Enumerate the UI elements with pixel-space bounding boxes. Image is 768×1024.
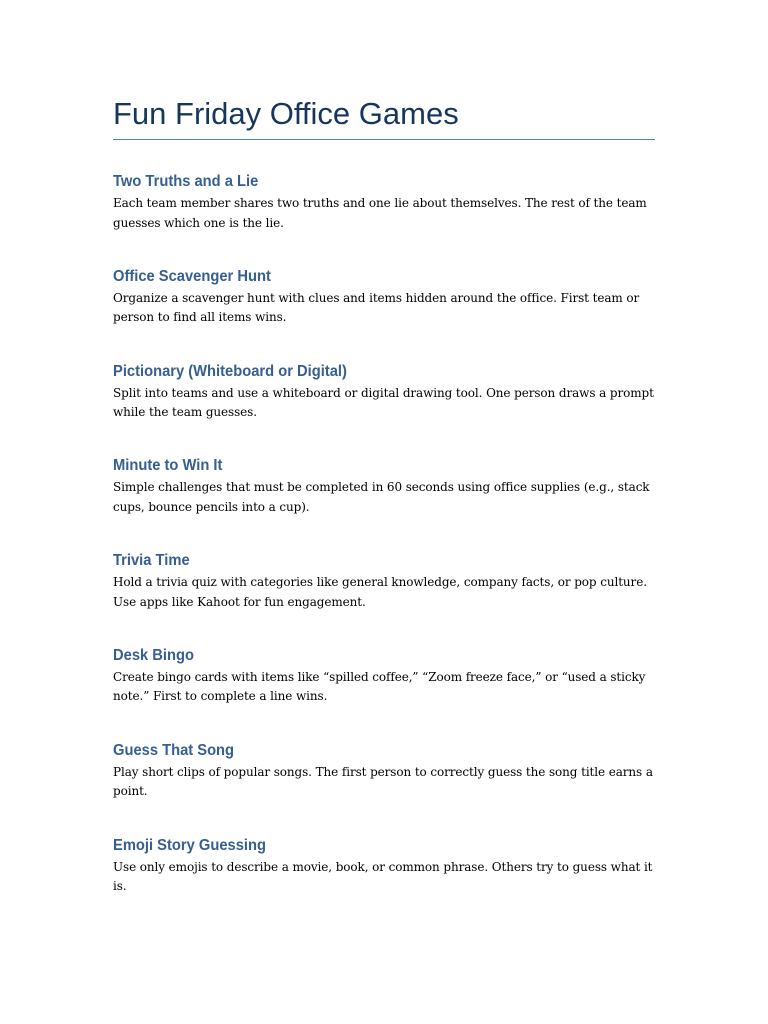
game-description: Play short clips of popular songs. The first person to correctly guess the song title earns a point. [113,764,653,799]
game-heading: Minute to Win It [113,457,223,475]
game-description: Hold a trivia quiz with categories like general knowledge, company facts, or pop culture. Use apps like Kahoot for fun engagement. [113,575,647,609]
game-description: Create bingo cards with items like “spilled coffee,” “Zoom freeze face,” or “used a sticky note.” First to complete a line wins. [113,669,646,704]
game-description: Use only emojis to describe a movie, book, or common phrase. Others try to guess what it is. [113,859,653,894]
game-description: Each team member shares two truths and one lie about themselves. The rest of the team guesses which one is the lie. [113,196,647,230]
game-description: Organize a scavenger hunt with clues and items hidden around the office. First team or person to find all items wins. [113,290,640,325]
game-heading: Pictionary (Whiteboard or Digital) [113,362,347,380]
game-section [113,266,655,361]
game-section [113,361,655,456]
game-heading: Trivia Time [113,552,190,570]
game-description: Simple challenges that must be completed in 60 seconds using office supplies (e.g., stack cups, bounce pencils into a cup). [113,480,650,514]
game-description: Split into teams and use a whiteboard or digital drawing tool. One person draws a prompt while the team guesses. [113,385,654,420]
document-title: Fun Friday Office Games [113,94,655,140]
game-heading: Office Scavenger Hunt [113,267,271,285]
game-heading: Desk Bingo [113,646,194,664]
game-section [113,171,655,266]
game-list [113,171,655,929]
game-heading: Two Truths and a Lie [113,173,259,190]
game-heading: Emoji Story Guessing [113,836,266,854]
game-section [113,645,655,740]
document-page [113,94,655,929]
game-section [113,455,655,550]
game-section [113,740,655,835]
game-heading: Guess That Song [113,741,235,759]
game-section [113,835,655,930]
game-section [113,550,655,645]
